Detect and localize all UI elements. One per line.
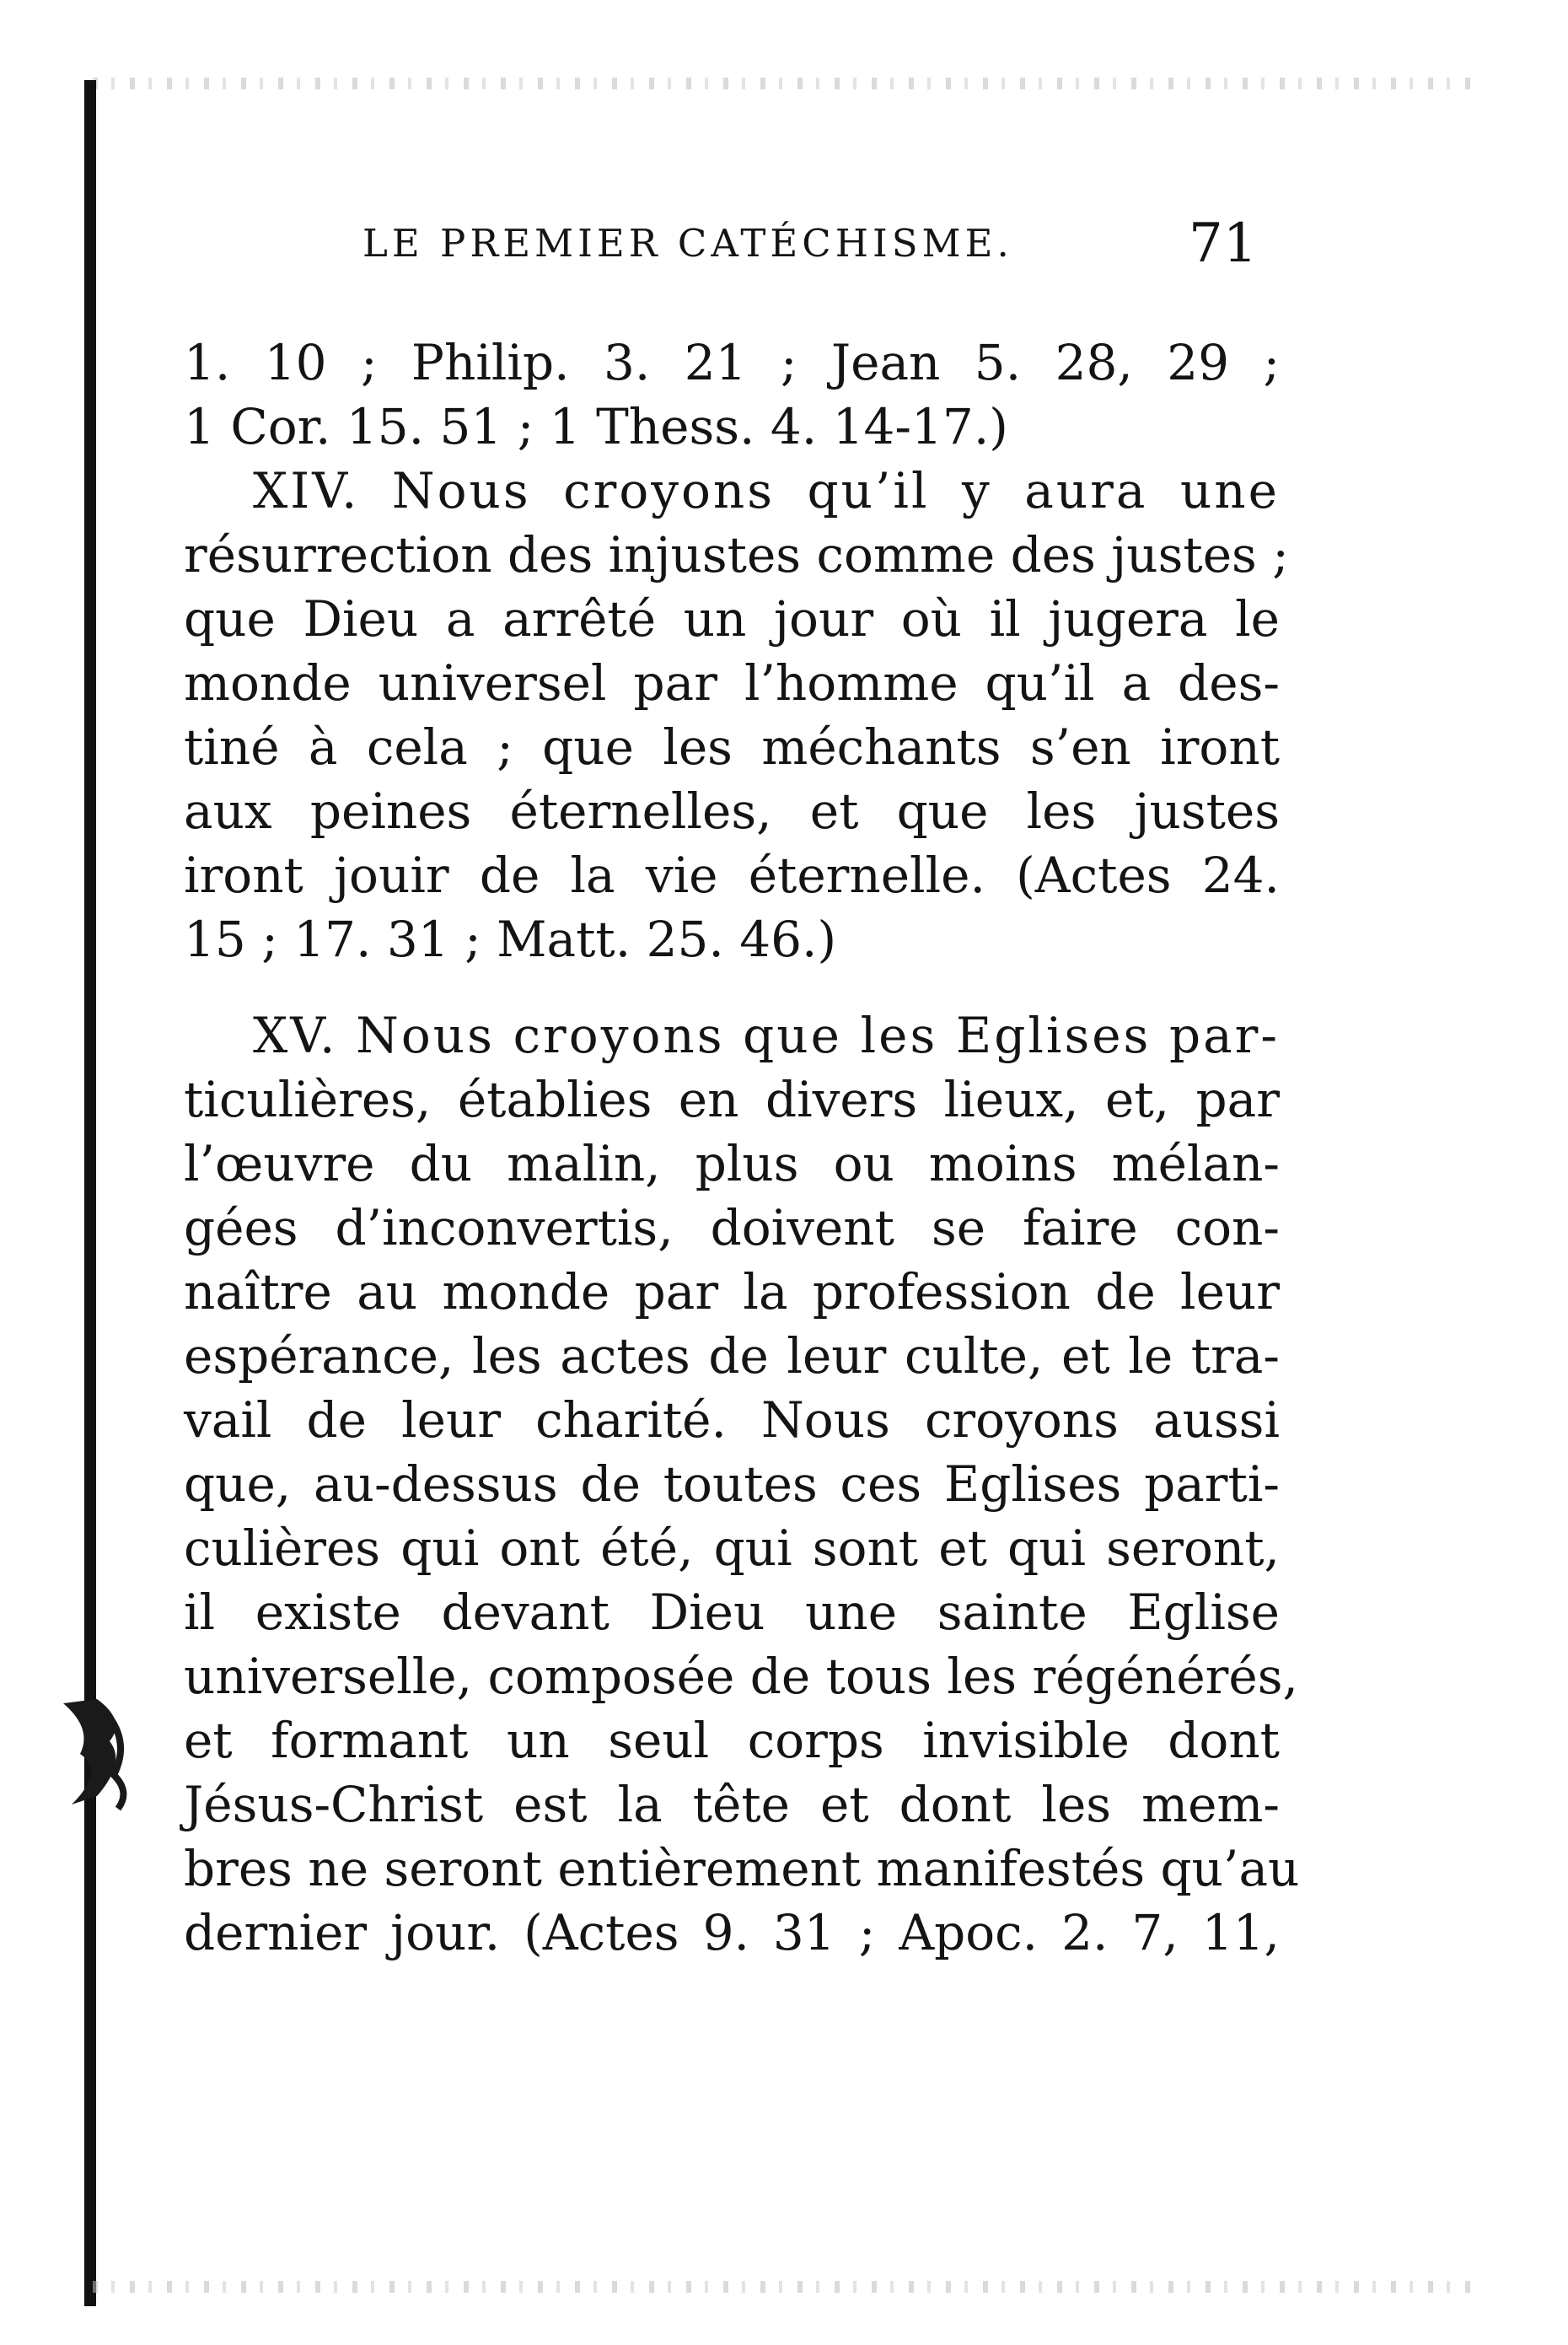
text-line: résurrection des injustes comme des justes ; [184,526,1289,584]
text-line: tiné à cela ; que les méchants s’en iront [184,718,1280,776]
binding-tear-mark [46,1695,139,1813]
text-line: universelle, composée de tous les régénérés, [184,1648,1298,1705]
text-line: bres ne seront entièrement manifestés qu’au [184,1840,1300,1897]
article-xv-first-line: XV. Nous croyons que les Eglises par- [253,1007,1280,1064]
binding-edge [84,80,96,2306]
paragraph-gap [184,971,1280,1003]
text-line: vail de leur charité. Nous croyons aussi [184,1391,1280,1449]
text-line: aux peines éternelles, et que les justes [184,783,1280,840]
running-title: LE PREMIER CATÉCHISME. [362,221,1013,266]
text-line: Jésus-Christ est la tête et dont les mem- [184,1776,1280,1833]
text-line: ticulières, établies en divers lieux, et, par [184,1071,1280,1128]
text-line: 1. 10 ; Philip. 3. 21 ; Jean 5. 28, 29 ; [184,334,1280,391]
text-line: 15 ; 17. 31 ; Matt. 25. 46.) [184,911,837,968]
text-line: iront jouir de la vie éternelle. (Actes 24. [184,847,1280,904]
page-number: 71 [1189,212,1258,275]
article-xiv-first-line: XIV. Nous croyons qu’il y aura une [253,462,1280,519]
text-line: et formant un seul corps invisible dont [184,1712,1280,1769]
text-line: monde universel par l’homme qu’il a des- [184,654,1280,712]
text-line: que Dieu a arrêté un jour où il jugera le [184,590,1280,648]
text-line: gées d’inconvertis, doivent se faire con- [184,1199,1280,1256]
text-line: dernier jour. (Actes 9. 31 ; Apoc. 2. 7, 11, [184,1904,1280,1961]
bottom-edge-speckle [93,2281,1475,2293]
text-line: il existe devant Dieu une sainte Eglise [184,1584,1280,1641]
text-line: naître au monde par la profession de leur [184,1263,1280,1320]
text-line: l’œuvre du malin, plus ou moins mélan- [184,1135,1280,1192]
text-line: espérance, les actes de leur culte, et le tra- [184,1327,1280,1385]
top-edge-speckle [93,78,1475,89]
text-line: culières qui ont été, qui sont et qui seront, [184,1519,1280,1577]
text-line: 1 Cor. 15. 51 ; 1 Thess. 4. 14-17.) [184,398,1008,455]
text-line: que, au-dessus de toutes ces Eglises parti- [184,1455,1280,1513]
body-text [184,331,1300,1965]
